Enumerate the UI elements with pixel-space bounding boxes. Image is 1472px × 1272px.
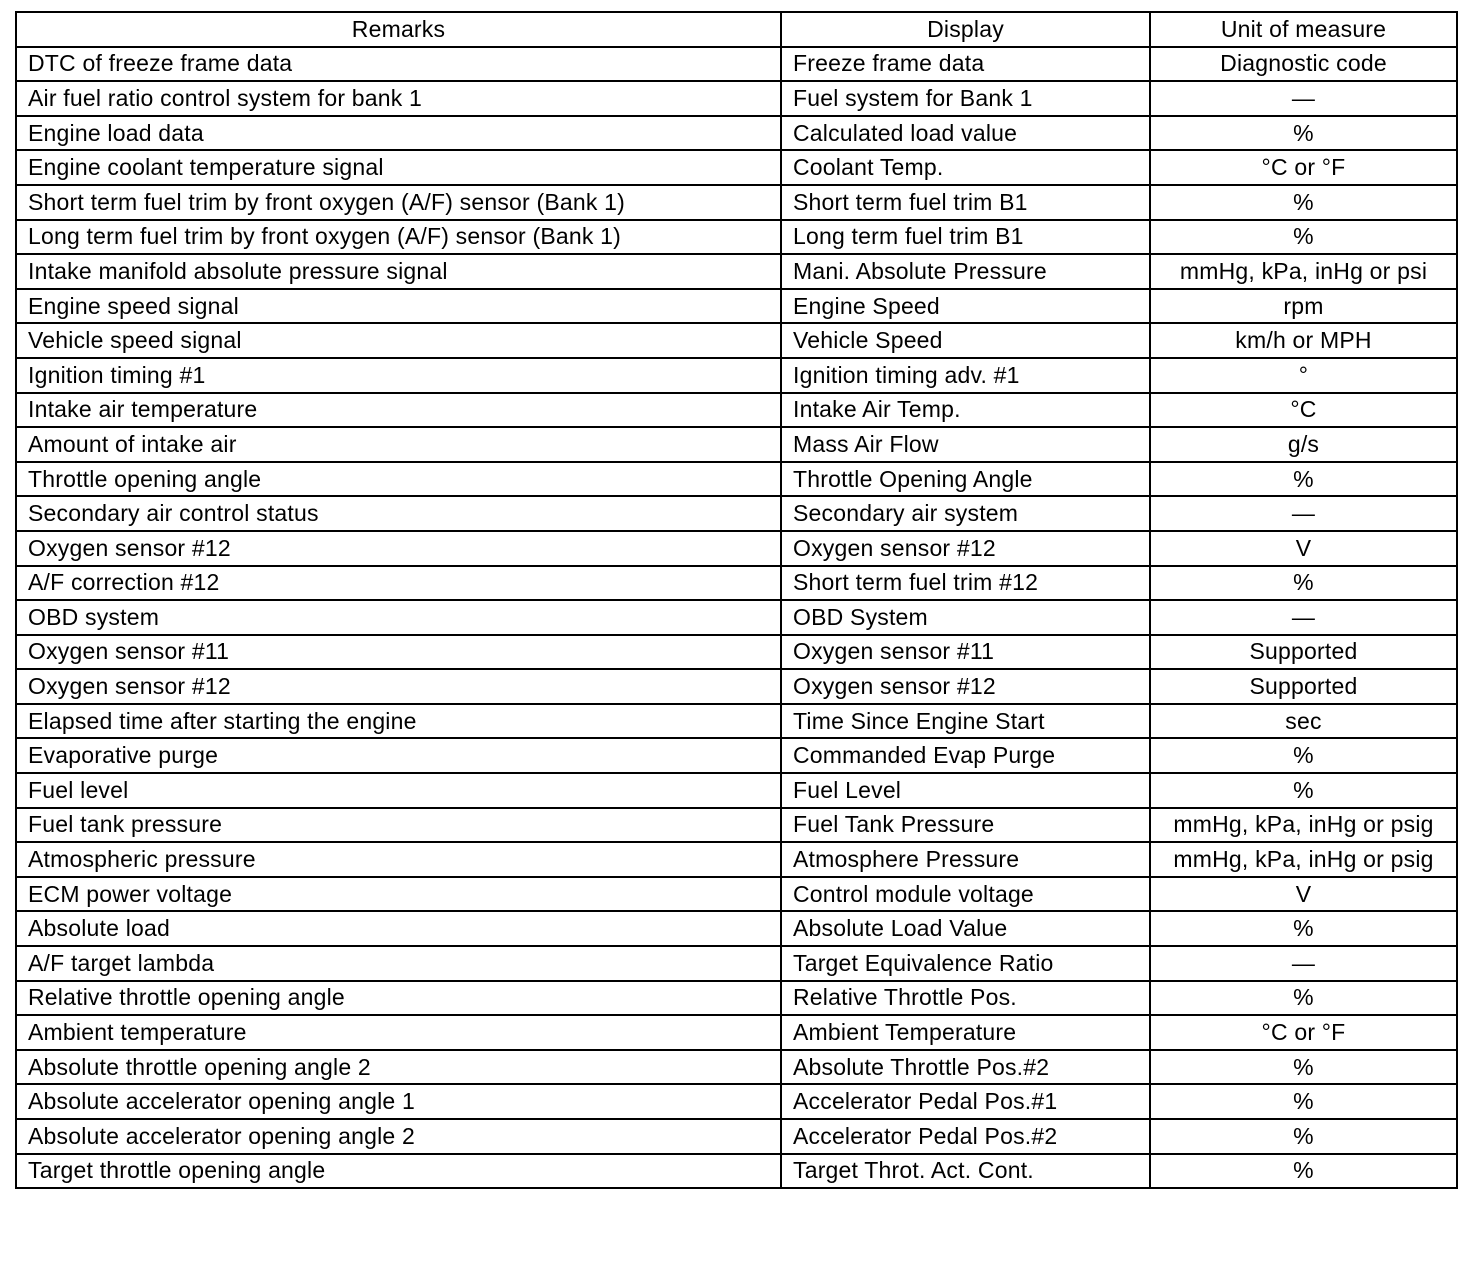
table-row bbox=[16, 393, 1457, 428]
display-cell: Accelerator Pedal Pos.#2 bbox=[781, 1119, 1150, 1154]
table-row bbox=[16, 1015, 1457, 1050]
display-cell: Fuel system for Bank 1 bbox=[781, 81, 1150, 116]
table-row bbox=[16, 254, 1457, 289]
unit-cell: °C bbox=[1150, 393, 1457, 428]
remarks-cell: Oxygen sensor #12 bbox=[16, 531, 781, 566]
remarks-cell: ECM power voltage bbox=[16, 877, 781, 912]
unit-cell: mmHg, kPa, inHg or psig bbox=[1150, 842, 1457, 877]
table-row bbox=[16, 150, 1457, 185]
unit-cell: mmHg, kPa, inHg or psi bbox=[1150, 254, 1457, 289]
unit-cell: Supported bbox=[1150, 669, 1457, 704]
freeze-frame-table bbox=[15, 11, 1458, 1189]
table-row bbox=[16, 289, 1457, 324]
unit-cell: °C or °F bbox=[1150, 150, 1457, 185]
display-cell: Ignition timing adv. #1 bbox=[781, 358, 1150, 393]
table-row bbox=[16, 669, 1457, 704]
table-body bbox=[16, 47, 1457, 1189]
unit-cell: km/h or MPH bbox=[1150, 323, 1457, 358]
display-cell: Mani. Absolute Pressure bbox=[781, 254, 1150, 289]
unit-cell: — bbox=[1150, 946, 1457, 981]
table-row bbox=[16, 531, 1457, 566]
remarks-cell: Absolute accelerator opening angle 2 bbox=[16, 1119, 781, 1154]
table-row bbox=[16, 1050, 1457, 1085]
remarks-cell: Oxygen sensor #12 bbox=[16, 669, 781, 704]
display-cell: Target Equivalence Ratio bbox=[781, 946, 1150, 981]
table-row bbox=[16, 842, 1457, 877]
display-cell: Time Since Engine Start bbox=[781, 704, 1150, 739]
table-row bbox=[16, 185, 1457, 220]
table-row bbox=[16, 635, 1457, 670]
remarks-cell: Absolute load bbox=[16, 911, 781, 946]
unit-cell: — bbox=[1150, 496, 1457, 531]
display-cell: Oxygen sensor #12 bbox=[781, 531, 1150, 566]
table-row bbox=[16, 1084, 1457, 1119]
remarks-cell: Ambient temperature bbox=[16, 1015, 781, 1050]
display-cell: Fuel Tank Pressure bbox=[781, 808, 1150, 843]
display-cell: Fuel Level bbox=[781, 773, 1150, 808]
unit-cell: % bbox=[1150, 738, 1457, 773]
remarks-cell: Engine load data bbox=[16, 116, 781, 151]
remarks-cell: Relative throttle opening angle bbox=[16, 981, 781, 1016]
remarks-cell: Fuel tank pressure bbox=[16, 808, 781, 843]
unit-cell: % bbox=[1150, 116, 1457, 151]
table-header bbox=[16, 12, 1457, 47]
display-cell: Target Throt. Act. Cont. bbox=[781, 1154, 1150, 1189]
table-row bbox=[16, 946, 1457, 981]
display-cell: Long term fuel trim B1 bbox=[781, 220, 1150, 255]
table-row bbox=[16, 1154, 1457, 1189]
remarks-cell: Vehicle speed signal bbox=[16, 323, 781, 358]
table-row bbox=[16, 981, 1457, 1016]
remarks-cell: OBD system bbox=[16, 600, 781, 635]
unit-cell: rpm bbox=[1150, 289, 1457, 324]
unit-cell: °C or °F bbox=[1150, 1015, 1457, 1050]
remarks-cell: Intake air temperature bbox=[16, 393, 781, 428]
table-row bbox=[16, 877, 1457, 912]
remarks-cell: Throttle opening angle bbox=[16, 462, 781, 497]
table-row bbox=[16, 808, 1457, 843]
table-row bbox=[16, 566, 1457, 601]
remarks-cell: Short term fuel trim by front oxygen (A/F) sensor (Bank 1) bbox=[16, 185, 781, 220]
remarks-cell: Evaporative purge bbox=[16, 738, 781, 773]
display-cell: Absolute Load Value bbox=[781, 911, 1150, 946]
header-display: Display bbox=[781, 12, 1150, 47]
freeze-frame-table-container bbox=[15, 11, 1458, 1189]
unit-cell: % bbox=[1150, 1119, 1457, 1154]
remarks-cell: Long term fuel trim by front oxygen (A/F) sensor (Bank 1) bbox=[16, 220, 781, 255]
display-cell: Absolute Throttle Pos.#2 bbox=[781, 1050, 1150, 1085]
table-row bbox=[16, 911, 1457, 946]
display-cell: Freeze frame data bbox=[781, 47, 1150, 82]
remarks-cell: Intake manifold absolute pressure signal bbox=[16, 254, 781, 289]
table-row bbox=[16, 81, 1457, 116]
display-cell: Short term fuel trim #12 bbox=[781, 566, 1150, 601]
header-row bbox=[16, 12, 1457, 47]
unit-cell: % bbox=[1150, 1050, 1457, 1085]
remarks-cell: DTC of freeze frame data bbox=[16, 47, 781, 82]
table-row bbox=[16, 738, 1457, 773]
table-row bbox=[16, 358, 1457, 393]
display-cell: Vehicle Speed bbox=[781, 323, 1150, 358]
unit-cell: % bbox=[1150, 1084, 1457, 1119]
table-row bbox=[16, 427, 1457, 462]
unit-cell: mmHg, kPa, inHg or psig bbox=[1150, 808, 1457, 843]
display-cell: Ambient Temperature bbox=[781, 1015, 1150, 1050]
display-cell: Accelerator Pedal Pos.#1 bbox=[781, 1084, 1150, 1119]
display-cell: Relative Throttle Pos. bbox=[781, 981, 1150, 1016]
unit-cell: — bbox=[1150, 600, 1457, 635]
display-cell: Mass Air Flow bbox=[781, 427, 1150, 462]
remarks-cell: Oxygen sensor #11 bbox=[16, 635, 781, 670]
table-row bbox=[16, 773, 1457, 808]
unit-cell: % bbox=[1150, 911, 1457, 946]
remarks-cell: Amount of intake air bbox=[16, 427, 781, 462]
remarks-cell: Secondary air control status bbox=[16, 496, 781, 531]
remarks-cell: Fuel level bbox=[16, 773, 781, 808]
unit-cell: — bbox=[1150, 81, 1457, 116]
unit-cell: % bbox=[1150, 981, 1457, 1016]
remarks-cell: Engine speed signal bbox=[16, 289, 781, 324]
display-cell: Control module voltage bbox=[781, 877, 1150, 912]
table-row bbox=[16, 600, 1457, 635]
display-cell: OBD System bbox=[781, 600, 1150, 635]
table-row bbox=[16, 496, 1457, 531]
table-row bbox=[16, 47, 1457, 82]
unit-cell: Diagnostic code bbox=[1150, 47, 1457, 82]
display-cell: Atmosphere Pressure bbox=[781, 842, 1150, 877]
unit-cell: % bbox=[1150, 566, 1457, 601]
header-unit: Unit of measure bbox=[1150, 12, 1457, 47]
display-cell: Secondary air system bbox=[781, 496, 1150, 531]
table-row bbox=[16, 462, 1457, 497]
header-remarks: Remarks bbox=[16, 12, 781, 47]
table-row bbox=[16, 220, 1457, 255]
remarks-cell: Ignition timing #1 bbox=[16, 358, 781, 393]
remarks-cell: A/F correction #12 bbox=[16, 566, 781, 601]
unit-cell: V bbox=[1150, 877, 1457, 912]
display-cell: Short term fuel trim B1 bbox=[781, 185, 1150, 220]
display-cell: Calculated load value bbox=[781, 116, 1150, 151]
remarks-cell: Atmospheric pressure bbox=[16, 842, 781, 877]
unit-cell: sec bbox=[1150, 704, 1457, 739]
unit-cell: Supported bbox=[1150, 635, 1457, 670]
unit-cell: ° bbox=[1150, 358, 1457, 393]
remarks-cell: Engine coolant temperature signal bbox=[16, 150, 781, 185]
remarks-cell: Elapsed time after starting the engine bbox=[16, 704, 781, 739]
unit-cell: % bbox=[1150, 773, 1457, 808]
table-row bbox=[16, 704, 1457, 739]
display-cell: Engine Speed bbox=[781, 289, 1150, 324]
display-cell: Throttle Opening Angle bbox=[781, 462, 1150, 497]
unit-cell: % bbox=[1150, 1154, 1457, 1189]
remarks-cell: Absolute throttle opening angle 2 bbox=[16, 1050, 781, 1085]
unit-cell: g/s bbox=[1150, 427, 1457, 462]
remarks-cell: Air fuel ratio control system for bank 1 bbox=[16, 81, 781, 116]
unit-cell: % bbox=[1150, 462, 1457, 497]
unit-cell: % bbox=[1150, 220, 1457, 255]
table-row bbox=[16, 1119, 1457, 1154]
remarks-cell: Absolute accelerator opening angle 1 bbox=[16, 1084, 781, 1119]
unit-cell: V bbox=[1150, 531, 1457, 566]
unit-cell: % bbox=[1150, 185, 1457, 220]
table-row bbox=[16, 323, 1457, 358]
display-cell: Intake Air Temp. bbox=[781, 393, 1150, 428]
display-cell: Commanded Evap Purge bbox=[781, 738, 1150, 773]
display-cell: Oxygen sensor #11 bbox=[781, 635, 1150, 670]
remarks-cell: A/F target lambda bbox=[16, 946, 781, 981]
display-cell: Oxygen sensor #12 bbox=[781, 669, 1150, 704]
table-row bbox=[16, 116, 1457, 151]
display-cell: Coolant Temp. bbox=[781, 150, 1150, 185]
remarks-cell: Target throttle opening angle bbox=[16, 1154, 781, 1189]
